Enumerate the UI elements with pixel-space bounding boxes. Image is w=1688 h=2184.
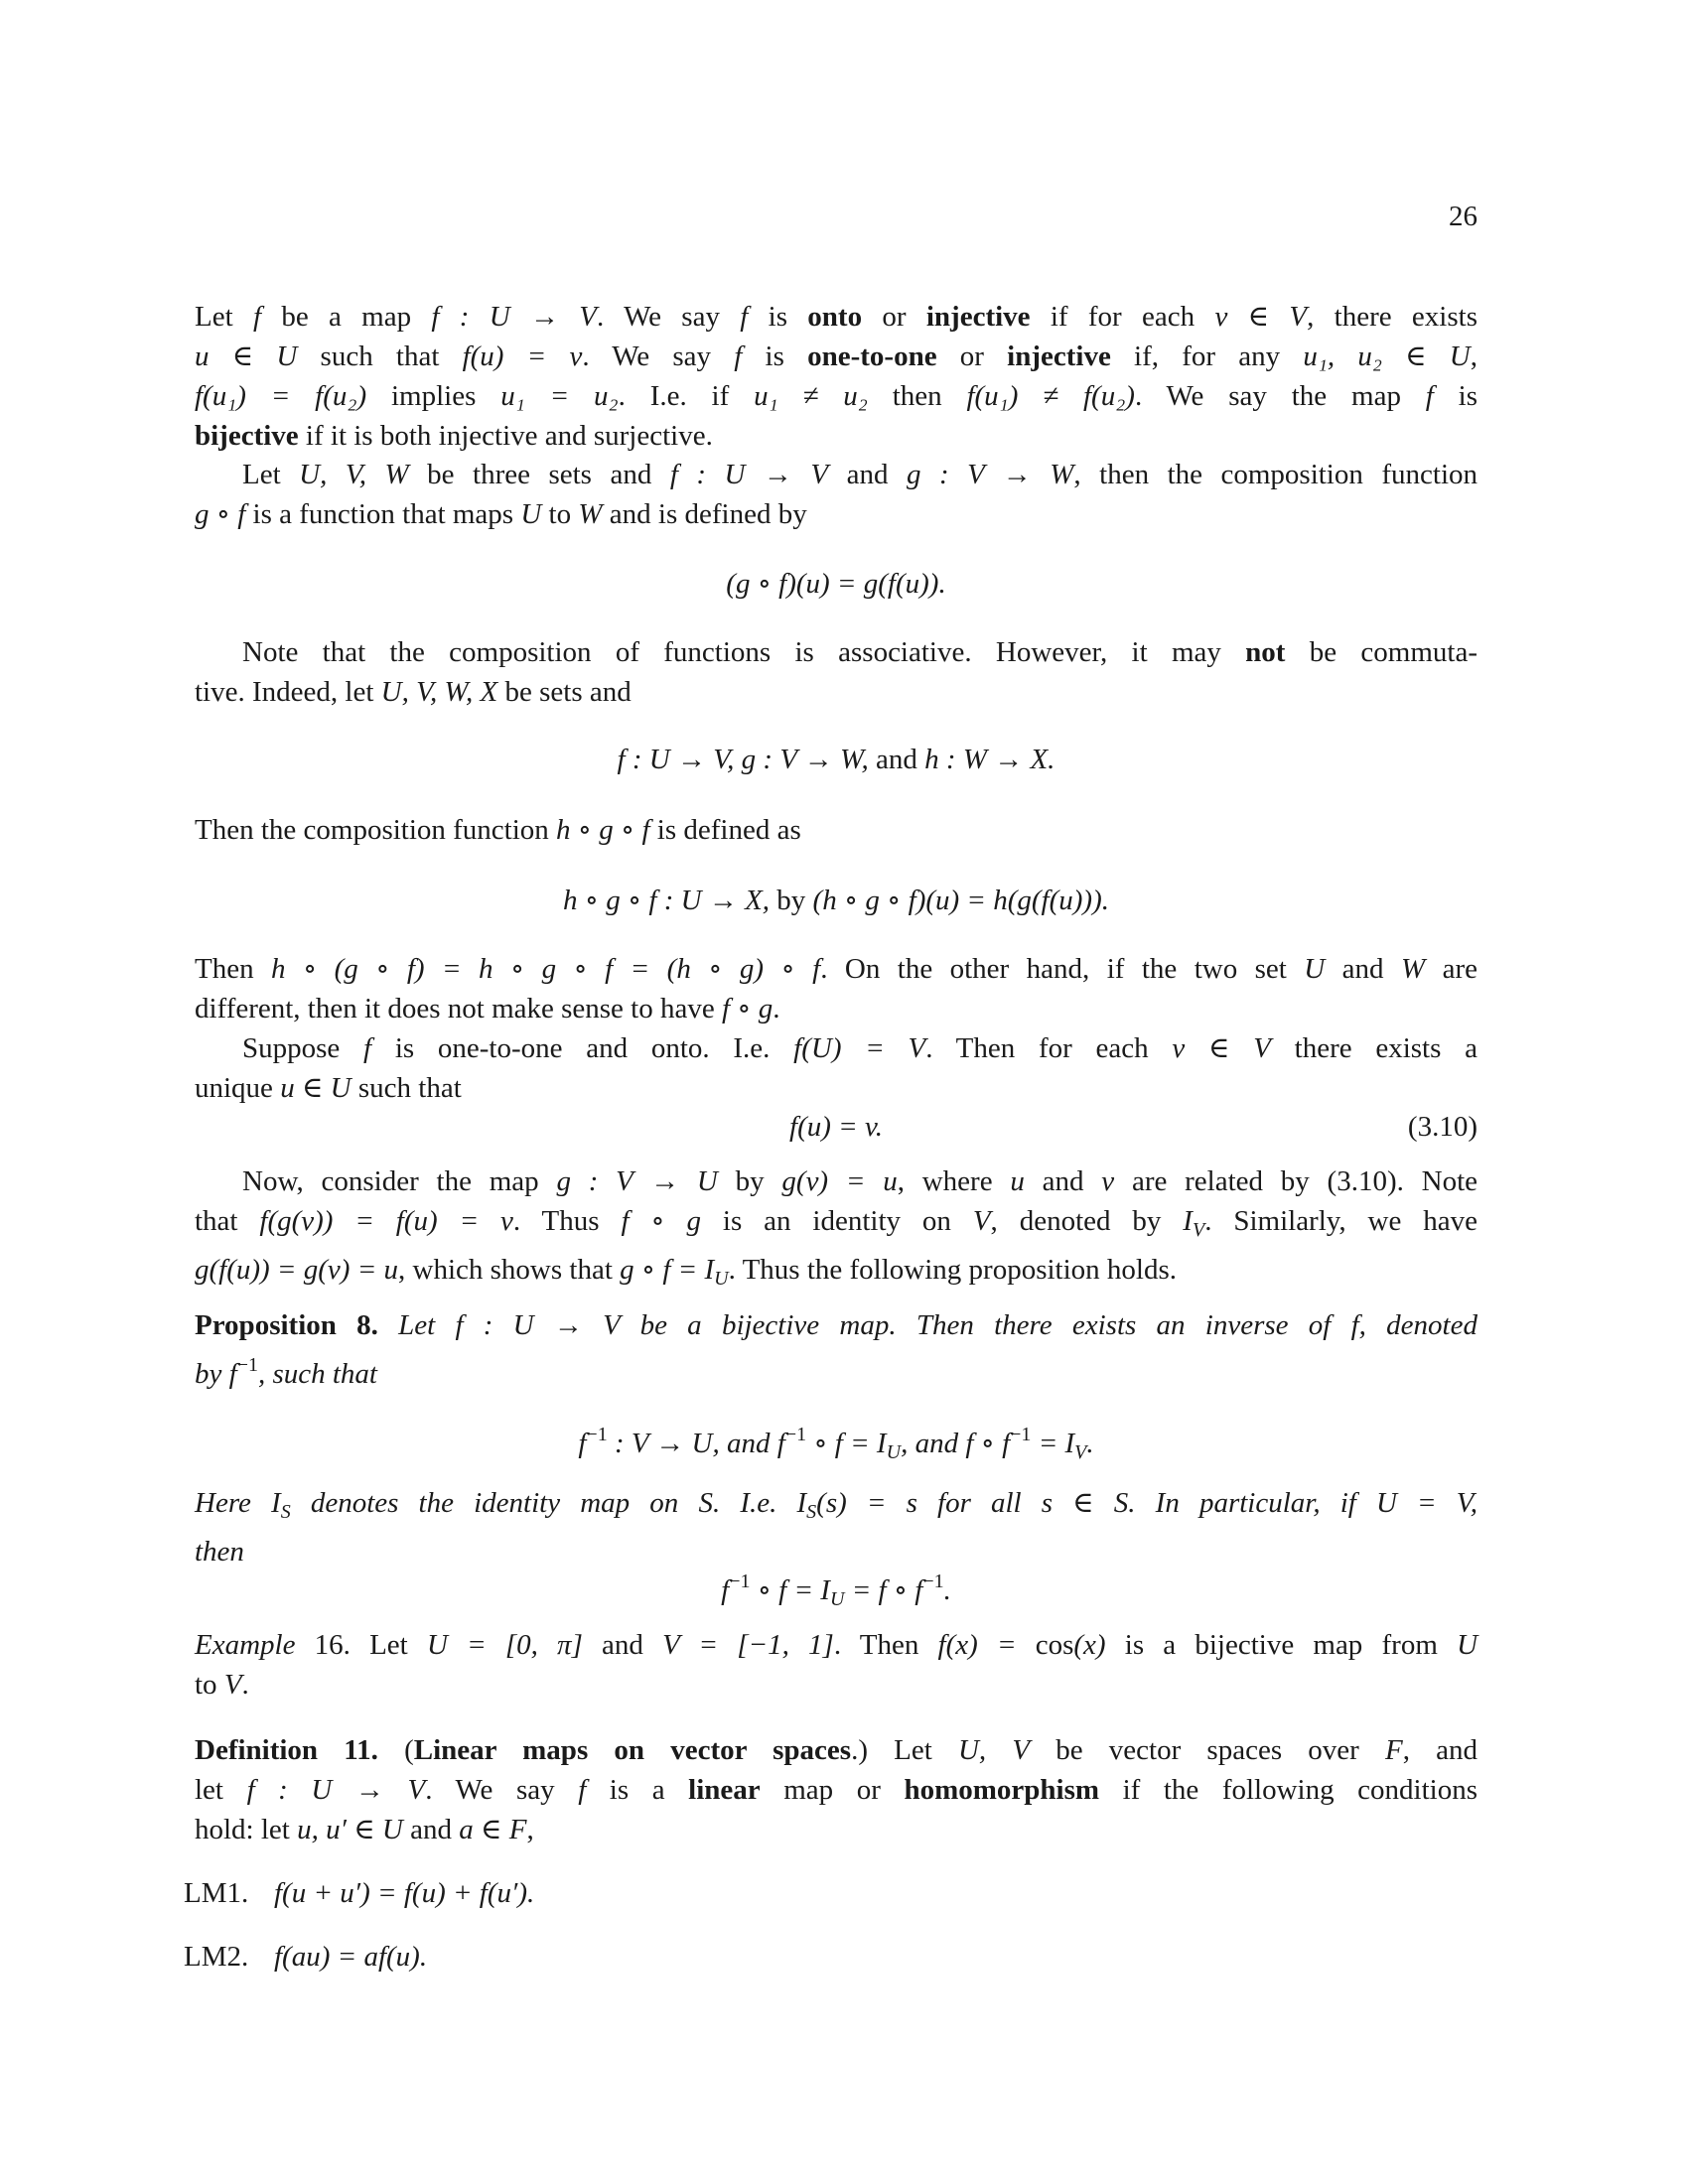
text-line xyxy=(195,881,1477,920)
math: U, V, W, X xyxy=(380,676,498,708)
text: hold: let xyxy=(195,1814,298,1845)
text: . We say xyxy=(582,341,735,372)
math: f xyxy=(776,1428,785,1459)
text: . Thus the following proposition holds. xyxy=(728,1254,1177,1286)
text: there exists a xyxy=(1270,1032,1477,1064)
subscript: U xyxy=(714,1268,729,1290)
text-line xyxy=(195,1810,1477,1849)
text-line xyxy=(195,455,1477,494)
math: f xyxy=(228,1358,237,1390)
superscript: −1 xyxy=(922,1570,944,1592)
page-number: 26 xyxy=(1449,201,1477,232)
paragraph-associativity-note xyxy=(195,949,1477,1028)
math: V = [−1, 1] xyxy=(662,1629,834,1661)
math: (g ∘ f)(u) = g(f(u)). xyxy=(726,568,946,600)
text-line xyxy=(195,494,1477,534)
math: V xyxy=(972,1205,991,1237)
text-line xyxy=(195,949,1477,989)
paragraph-composition xyxy=(195,455,1477,534)
text: . Then for each xyxy=(925,1032,1173,1064)
math: : V → U, xyxy=(607,1428,720,1459)
condition-lm1 xyxy=(184,1873,534,1913)
italic-text: , denoted xyxy=(1358,1309,1477,1341)
math: h ∘ g ∘ f : U → X, xyxy=(562,885,771,916)
math: = I xyxy=(1031,1428,1075,1459)
math: I xyxy=(796,1487,807,1519)
math: u ∈ U xyxy=(280,1072,352,1104)
text: is one-to-one and onto. I.e. xyxy=(371,1032,794,1064)
text: if, for any xyxy=(1110,341,1304,372)
text: such that xyxy=(351,1072,462,1104)
text: then xyxy=(867,380,967,412)
bold-text: Linear maps on vector spaces xyxy=(413,1734,852,1766)
text: are related by (3.10). Note xyxy=(1114,1165,1478,1197)
text: different, then it does not make sense to have xyxy=(195,993,722,1024)
text: if it is both injective and surjective. xyxy=(298,420,713,452)
math: I xyxy=(1183,1205,1193,1237)
math: f ∘ f xyxy=(965,1428,1011,1459)
text: such that xyxy=(297,341,463,372)
math: u₁, u₂ ∈ U xyxy=(1303,341,1471,372)
italic-text: . In particular, if xyxy=(1128,1487,1376,1519)
math: , xyxy=(901,1428,909,1459)
superscript: −1 xyxy=(784,1424,807,1445)
text-line xyxy=(195,672,1477,712)
bold-text: onto xyxy=(807,301,863,333)
text-line xyxy=(195,297,1477,337)
math: S xyxy=(698,1487,713,1519)
text: let xyxy=(195,1774,247,1806)
text: is a xyxy=(586,1774,689,1806)
text: . On the other hand, if the two set xyxy=(820,953,1305,985)
text: is xyxy=(742,341,808,372)
math: U = [0, π] xyxy=(426,1629,583,1661)
equation-number: (3.10) xyxy=(1407,1111,1477,1143)
text: or xyxy=(936,341,1008,372)
text: if the following conditions xyxy=(1099,1774,1478,1806)
math: V xyxy=(223,1669,242,1701)
math: f xyxy=(578,1774,587,1806)
text: , which shows that xyxy=(398,1254,621,1286)
text: , where xyxy=(897,1165,1011,1197)
text: be three sets and xyxy=(408,459,670,490)
math: U xyxy=(520,498,542,530)
math: W xyxy=(1401,953,1426,985)
condition-formula xyxy=(274,1877,534,1909)
text: and xyxy=(1325,953,1401,985)
math: f(u₁) ≠ f(u₂) xyxy=(966,380,1135,412)
bold-text: homomorphism xyxy=(904,1774,1100,1806)
math: U xyxy=(1457,1629,1478,1661)
text-line xyxy=(195,376,1477,416)
text-line xyxy=(195,740,1477,779)
paragraph-identity-map xyxy=(195,1483,1477,1571)
text: . Similarly, we have xyxy=(1204,1205,1477,1237)
text-line xyxy=(274,1877,534,1909)
text: is an identity on xyxy=(701,1205,973,1237)
math: u₁ ≠ u₂ xyxy=(754,380,868,412)
math: g(v) = u xyxy=(781,1165,898,1197)
math: U = V xyxy=(1375,1487,1471,1519)
subscript: U xyxy=(886,1441,902,1463)
math: f : U → V, g : V → W, xyxy=(617,744,869,775)
text: and xyxy=(868,744,925,775)
text-line xyxy=(195,337,1477,376)
text-line xyxy=(274,1941,427,1973)
paragraph-hgf xyxy=(195,810,1477,850)
math: h ∘ g ∘ f xyxy=(556,814,650,846)
bold-text: injective xyxy=(925,301,1031,333)
text: and xyxy=(1024,1165,1102,1197)
equation-composition xyxy=(195,564,1477,604)
math: u₁ = u₂ xyxy=(500,380,619,412)
text-line xyxy=(195,1250,1477,1298)
text: is xyxy=(748,301,808,333)
math: f(u) = v xyxy=(462,341,583,372)
paragraph-onto-injective xyxy=(195,297,1477,456)
text: and xyxy=(582,1629,663,1661)
bold-text: Definition 11. xyxy=(195,1734,378,1766)
math: u xyxy=(1010,1165,1025,1197)
bold-text: Proposition 8. xyxy=(195,1309,378,1341)
math: f(au) = af(u). xyxy=(274,1941,428,1973)
math: f xyxy=(721,1574,730,1606)
math: v ∈ V xyxy=(1172,1032,1271,1064)
math: f : U → V xyxy=(455,1309,621,1341)
text: . xyxy=(241,1669,249,1701)
math: (x) xyxy=(1073,1629,1106,1661)
math: f xyxy=(578,1428,587,1459)
math: u ∈ U xyxy=(195,341,298,372)
math: W xyxy=(578,498,603,530)
text: or xyxy=(862,301,926,333)
math: a ∈ F xyxy=(459,1814,527,1845)
math: f xyxy=(252,301,262,333)
condition-lm2 xyxy=(184,1937,427,1977)
text: be sets and xyxy=(497,676,632,708)
text: be a map xyxy=(261,301,432,333)
text: . xyxy=(773,993,780,1024)
text-line xyxy=(195,989,1477,1028)
text-line xyxy=(195,1483,1477,1532)
italic-text: denotes the identity map on xyxy=(290,1487,699,1519)
math: (s) = s xyxy=(816,1487,917,1519)
math: f(g(v)) = f(u) = v xyxy=(259,1205,513,1237)
equation-inverse-identity xyxy=(195,1562,1477,1619)
superscript: −1 xyxy=(236,1354,258,1376)
text: , there exists xyxy=(1307,301,1477,333)
italic-text: and xyxy=(908,1428,966,1459)
text: Let xyxy=(195,301,253,333)
text: , xyxy=(1470,341,1478,372)
text: ( xyxy=(377,1734,414,1766)
definition-11 xyxy=(195,1730,1477,1849)
text-line xyxy=(195,1305,1477,1345)
text: . I.e. if xyxy=(618,380,755,412)
text: is a bijective map from xyxy=(1105,1629,1458,1661)
text-line xyxy=(195,1665,1477,1705)
math: f(x) = xyxy=(937,1629,1036,1661)
superscript: −1 xyxy=(729,1570,751,1592)
math: f(u) = v. xyxy=(789,1111,883,1143)
text: that xyxy=(195,1205,260,1237)
bold-text: bijective xyxy=(195,420,299,452)
text: Note that the composition of functions is associative. However, it may xyxy=(242,636,1246,668)
text-line xyxy=(195,1161,1477,1201)
text: , then the composition function xyxy=(1073,459,1477,490)
bold-text: injective xyxy=(1007,341,1111,372)
subscript: V xyxy=(1074,1441,1087,1463)
math: . xyxy=(1086,1428,1094,1459)
condition-label: LM2. xyxy=(184,1941,249,1973)
bold-text: not xyxy=(1245,636,1286,668)
bold-text: one-to-one xyxy=(807,341,937,372)
text: by xyxy=(770,885,813,916)
text: and xyxy=(828,459,907,490)
math: f ∘ g xyxy=(621,1205,702,1237)
text: to xyxy=(195,1669,224,1701)
math: f : U → V xyxy=(246,1774,426,1806)
text: Suppose xyxy=(242,1032,364,1064)
text: Now, consider the map xyxy=(242,1165,557,1197)
math: f xyxy=(1350,1309,1359,1341)
italic-text: for all xyxy=(916,1487,1042,1519)
proposition-8 xyxy=(195,1305,1477,1394)
math: U, V, W xyxy=(299,459,409,490)
text: if for each xyxy=(1030,301,1215,333)
math: v ∈ V xyxy=(1214,301,1308,333)
text-line xyxy=(195,810,1477,850)
text-line xyxy=(195,1028,1477,1068)
math: f xyxy=(734,341,743,372)
math: ∘ f = I xyxy=(806,1428,887,1459)
math: s ∈ S xyxy=(1041,1487,1129,1519)
equation-3-10 xyxy=(195,1107,1477,1147)
text-line xyxy=(195,1107,1477,1147)
math: f : U → V xyxy=(669,459,829,490)
text-line xyxy=(195,1625,1477,1665)
text: , denoted by xyxy=(990,1205,1184,1237)
math: f xyxy=(740,301,749,333)
text-line xyxy=(195,1415,1477,1472)
italic-text: be a bijective map. Then there exists an inverse of xyxy=(620,1309,1351,1341)
text-line xyxy=(195,1345,1477,1394)
paragraph-inverse-map xyxy=(195,1161,1477,1298)
paragraph-suppose xyxy=(195,1028,1477,1108)
text: . Thus xyxy=(512,1205,622,1237)
italic-text: Example xyxy=(195,1629,296,1661)
bold-text: linear xyxy=(688,1774,761,1806)
math: u, u′ ∈ U xyxy=(297,1814,403,1845)
equation-maps xyxy=(195,740,1477,779)
math: F xyxy=(1385,1734,1403,1766)
text: unique xyxy=(195,1072,281,1104)
subscript: V xyxy=(1192,1219,1205,1241)
math: ∘ f = I xyxy=(750,1574,830,1606)
text: . We say the map xyxy=(1134,380,1426,412)
math: U, V xyxy=(957,1734,1031,1766)
math: h ∘ (g ∘ f) = h ∘ g ∘ f = (h ∘ g) ∘ f xyxy=(271,953,821,985)
subscript: S xyxy=(806,1501,817,1523)
equation-inverse xyxy=(195,1415,1477,1472)
italic-text: . I.e. xyxy=(712,1487,797,1519)
text: map or xyxy=(760,1774,905,1806)
text: and xyxy=(402,1814,460,1845)
math: = f ∘ f xyxy=(844,1574,923,1606)
math: h : W → X. xyxy=(924,744,1055,775)
math: f xyxy=(363,1032,372,1064)
text: by xyxy=(717,1165,782,1197)
text: be commuta- xyxy=(1285,636,1477,668)
text-line xyxy=(195,1201,1477,1250)
math: f(U) = V xyxy=(793,1032,926,1064)
text: Then xyxy=(195,953,272,985)
text-line xyxy=(195,1068,1477,1108)
text-line xyxy=(195,564,1477,604)
text: Then the composition function xyxy=(195,814,557,846)
text: to xyxy=(541,498,579,530)
text: are xyxy=(1425,953,1478,985)
math: g : V → W xyxy=(906,459,1074,490)
text: is a function that maps xyxy=(245,498,521,530)
italic-text: , xyxy=(1470,1487,1477,1519)
math: I xyxy=(271,1487,281,1519)
math: (h ∘ g ∘ f)(u) = h(g(f(u))). xyxy=(812,885,1109,916)
text: be vector spaces over xyxy=(1030,1734,1385,1766)
subscript: U xyxy=(829,1588,845,1610)
italic-text: and xyxy=(719,1428,777,1459)
text: . Then xyxy=(833,1629,938,1661)
math: g(f(u)) = g(v) = u xyxy=(195,1254,399,1286)
text: is xyxy=(1433,380,1478,412)
math: U xyxy=(1304,953,1326,985)
italic-text: by xyxy=(195,1358,229,1390)
condition-label: LM1. xyxy=(184,1877,249,1909)
text-line xyxy=(195,1730,1477,1770)
italic-text: then xyxy=(195,1536,244,1568)
math: . xyxy=(943,1574,951,1606)
italic-text: , such that xyxy=(257,1358,377,1390)
equation-hgf xyxy=(195,881,1477,920)
text: . We say xyxy=(425,1774,579,1806)
math: f : U → V xyxy=(431,301,598,333)
math: g : V → U xyxy=(556,1165,718,1197)
math: g ∘ f = I xyxy=(620,1254,715,1286)
text: Let xyxy=(242,459,300,490)
subscript: S xyxy=(280,1501,291,1523)
math: f(u + u′) = f(u) + f(u′). xyxy=(274,1877,535,1909)
text: .) Let xyxy=(851,1734,958,1766)
text: is defined as xyxy=(649,814,801,846)
math: f(u₁) = f(u₂) xyxy=(195,380,367,412)
math: f ∘ g xyxy=(721,993,774,1024)
text: tive. Indeed, let xyxy=(195,676,381,708)
text: 16. Let xyxy=(295,1629,427,1661)
math: v xyxy=(1101,1165,1115,1197)
text-line xyxy=(195,416,1477,456)
text-line xyxy=(195,1562,1477,1619)
text: . We say xyxy=(597,301,741,333)
paragraph-associative xyxy=(195,632,1477,712)
text: , and xyxy=(1402,1734,1478,1766)
text: and is defined by xyxy=(602,498,807,530)
italic-text: Let xyxy=(377,1309,456,1341)
superscript: −1 xyxy=(586,1424,608,1445)
text: , xyxy=(526,1814,534,1845)
text: cos xyxy=(1035,1629,1074,1661)
math: f xyxy=(1425,380,1434,412)
superscript: −1 xyxy=(1010,1424,1032,1445)
text-line xyxy=(195,1770,1477,1810)
italic-text: Here xyxy=(195,1487,272,1519)
text: implies xyxy=(366,380,501,412)
example-16 xyxy=(195,1625,1477,1705)
condition-formula xyxy=(274,1941,427,1973)
math: g ∘ f xyxy=(195,498,246,530)
text-line xyxy=(195,632,1477,672)
